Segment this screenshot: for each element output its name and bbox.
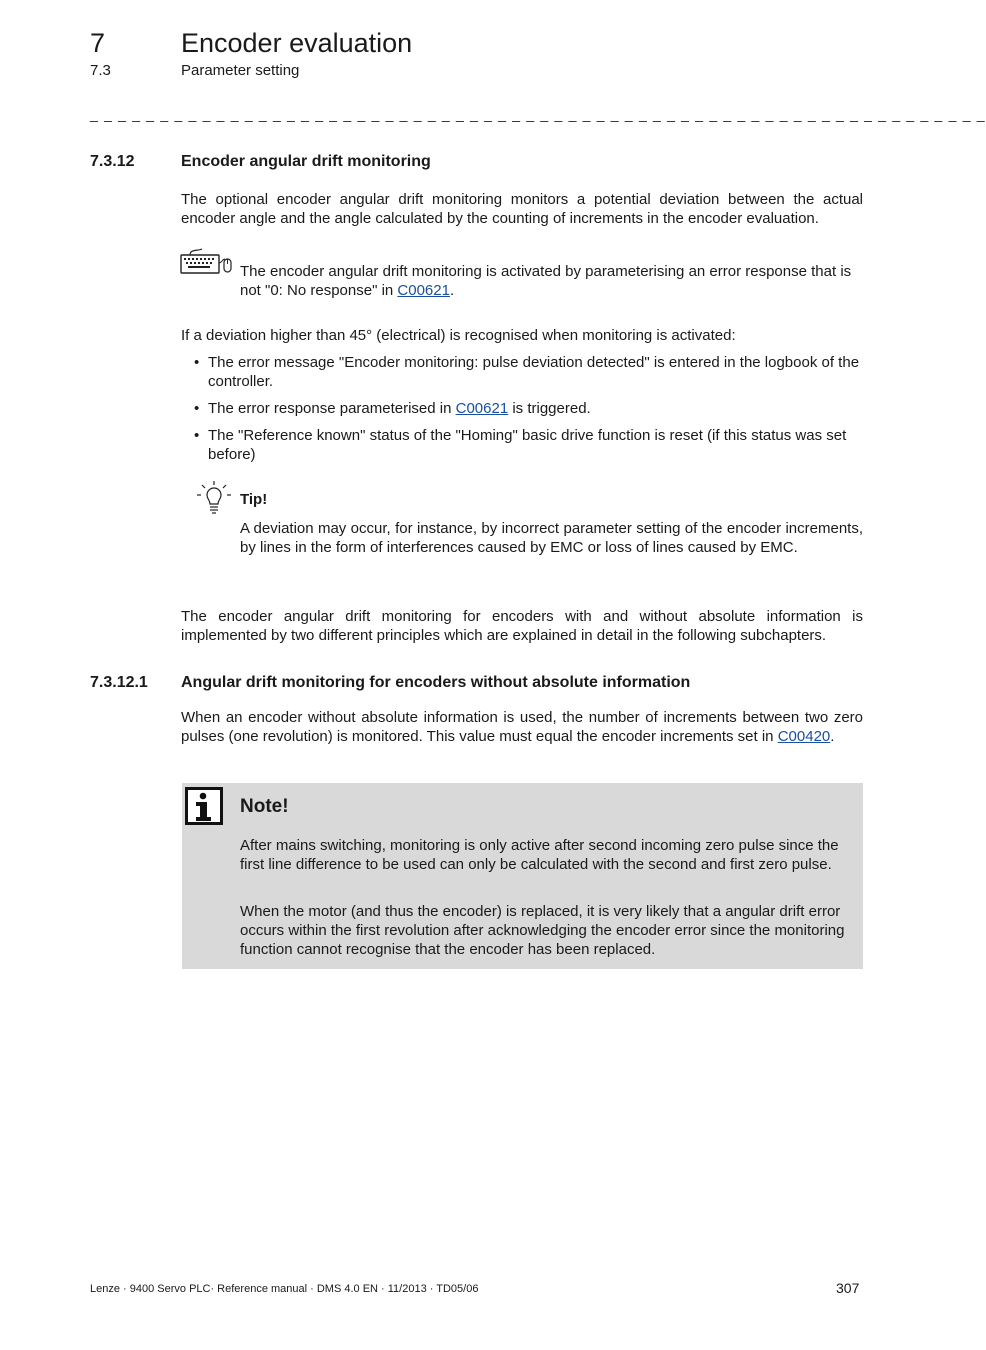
- section-title: Parameter setting: [181, 62, 300, 79]
- subheading-title: Angular drift monitoring for encoders without absolute information: [181, 674, 691, 691]
- section-number: 7.3: [90, 62, 111, 79]
- subsection-text: When an encoder without absolute information is used, the number of increments between two zero pulses (one revolution) is monitored. This value must equal the encoder increments set in: [181, 709, 863, 745]
- tip-text: A deviation may occur, for instance, by incorrect parameter setting of the encoder increments, by lines in the form of interferences caused by EMC or loss of lines caused by EMC.: [240, 520, 863, 556]
- list-item: [181, 399, 863, 418]
- list-item: • The "Reference known" status of the "Homing" basic drive function is reset (if this status was set before): [181, 426, 863, 464]
- deviation-list: [181, 353, 863, 472]
- chapter-title: Encoder evaluation: [181, 28, 413, 58]
- note-paragraph-2: When the motor (and thus the encoder) is replaced, it is very likely that a angular drift error occurs within the first revolution after acknowledging the encoder error since the monitoring function cannot recognise that the encoder has been replaced.: [240, 903, 845, 958]
- principles-paragraph: The encoder angular drift monitoring for encoders with and without absolute information is implemented by two different principles which are explained in detail in the following subchapters.: [181, 608, 863, 644]
- list-item: • The error message "Encoder monitoring: pulse deviation detected" is entered in the logbook of the controller.: [181, 353, 863, 391]
- link-c00621[interactable]: C00621: [397, 282, 450, 299]
- heading-number: 7.3.12: [90, 153, 135, 170]
- intro-paragraph: The optional encoder angular drift monitoring monitors a potential deviation between the actual encoder angle and the angle calculated by the counting of increments in the encoder evaluation.: [181, 191, 863, 227]
- subsection-paragraph: [181, 708, 863, 746]
- subsection-text-end: .: [830, 728, 835, 745]
- param-hint-text: The encoder angular drift monitoring is activated by parameterising an error response that is not "0: No response" in: [240, 263, 852, 299]
- list-item-text: The error response parameterised in: [208, 400, 456, 417]
- heading-title: Encoder angular drift monitoring: [181, 153, 431, 170]
- info-icon: [185, 787, 223, 825]
- keyboard-mouse-icon: [180, 247, 234, 277]
- subheading-number: 7.3.12.1: [90, 674, 148, 691]
- tip-title: Tip!: [240, 491, 268, 508]
- header-divider: _ _ _ _ _ _ _ _ _ _ _ _ _ _ _ _ _ _ _ _ _ _ _ _ _ _ _ _ _ _ _ _ _ _ _ _ _ _ _ _ _ _ _ _ _ _ _ _ _ _ _ _ _ _ _ _ _ _ _ _ _ _ _ _: [90, 106, 986, 122]
- param-hint: [240, 262, 863, 300]
- lightbulb-icon: [196, 480, 232, 514]
- note-paragraph-1: After mains switching, monitoring is only active after second incoming zero pulse since the first line difference to be used can only be calculated with the second and first zero pulse.: [240, 837, 839, 873]
- chapter-number: 7: [90, 28, 106, 58]
- param-hint-end: .: [449, 282, 455, 299]
- page-number: 307: [836, 1280, 860, 1296]
- footer-text: Lenze · 9400 Servo PLC· Reference manual · DMS 4.0 EN · 11/2013 · TD05/06: [90, 1283, 479, 1295]
- link-c00621[interactable]: C00621: [455, 400, 509, 417]
- deviation-intro: If a deviation higher than 45° (electrical) is recognised when monitoring is activated:: [181, 327, 736, 344]
- note-title: Note!: [240, 796, 289, 817]
- list-item-text: is triggered.: [508, 400, 591, 417]
- link-c00420[interactable]: C00420: [777, 728, 831, 745]
